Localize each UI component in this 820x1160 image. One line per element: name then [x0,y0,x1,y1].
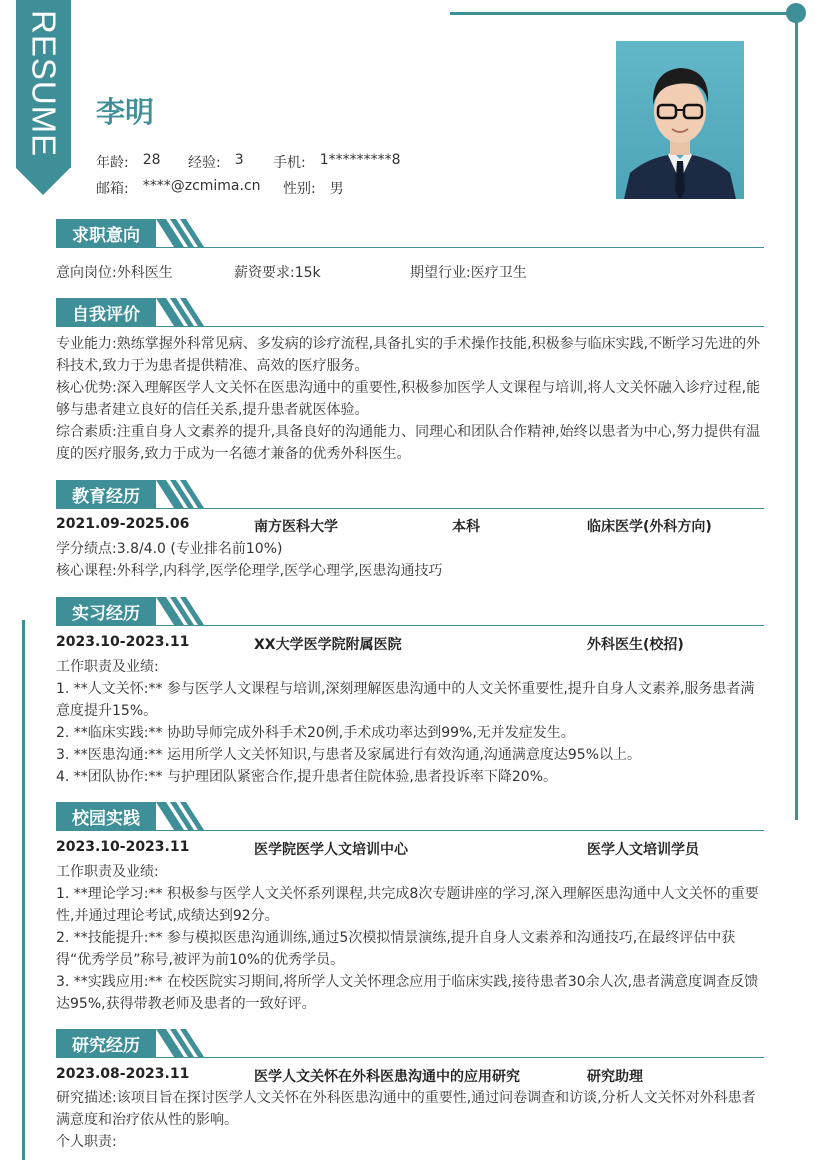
self-eval-core: 核心优势:深入理解医学人文关怀在医患沟通中的重要性,积极参加医学人文课程与培训,将人文关怀融入诊疗过程,能够与患者建立良好的信任关系,提升患者就医体验。 [56,380,761,418]
experience-info [188,152,273,172]
section-header-research [56,1029,764,1059]
section-title-campus: 校园实践 [56,802,156,830]
internship-item: 2. **临床实践:** 协助导师完成外科手术20例,手术成功率达到99%,无并发症发生。 [56,725,575,741]
intent-industry: 期望行业:医疗卫生 [410,265,527,281]
section-rule [56,247,764,248]
internship-role: 外科医生(校招) [587,637,684,653]
campus-role: 医学人文培训学员 [587,842,699,858]
resume-ribbon-text: RESUME [25,10,63,158]
internship-item: 4. **团队协作:** 与护理团队紧密合作,提升患者住院体验,患者投诉率下降20%。 [56,769,557,785]
campus-period: 2023.10-2023.11 [56,839,190,855]
research-description: 研究描述:该项目旨在探讨医学人文关怀在外科医患沟通中的重要性,通过问卷调查和访谈,分析人文关怀对外科患者满意度和治疗依从性的影响。 [56,1090,756,1128]
campus-org: 医学院医学人文培训中心 [254,842,408,858]
section-stripes-icon [156,597,206,625]
education-gpa: 学分绩点:3.8/4.0 (专业排名前10%) [56,541,283,557]
section-title-education: 教育经历 [56,480,156,508]
internship-duty-label: 工作职责及业绩: [56,659,159,675]
decor-left-line [22,620,25,1160]
decor-top-line [450,12,796,15]
campus-duty-label: 工作职责及业绩: [56,864,159,880]
section-header-campus [56,802,764,832]
section-header-internship [56,597,764,627]
intent-salary: 薪资要求:15k [234,265,321,281]
section-rule [56,1057,764,1058]
research-period: 2023.08-2023.11 [56,1066,190,1082]
gender-info [283,178,344,198]
section-title-self-eval: 自我评价 [56,298,156,326]
section-stripes-icon [156,298,206,326]
gender-value: 男 [329,181,344,197]
profile-photo [616,41,744,199]
experience-label: 经验: [188,155,221,171]
internship-item: 1. **人文关怀:** 参与医学人文课程与培训,深刻理解医患沟通中的人文关怀重要性,提升自身人文素养,服务患者满意度提升15%。 [56,681,755,719]
internship-org: XX大学医学院附属医院 [254,637,402,653]
research-duty-label: 个人职责: [56,1134,117,1150]
section-rule [56,625,764,626]
campus-item: 1. **理论学习:** 积极参与医学人文关怀系列课程,共完成8次专题讲座的学习,深入理解医患沟通中人文关怀的重要性,并通过理论考试,成绩达到92分。 [56,886,759,924]
section-stripes-icon [156,802,206,830]
intent-position: 意向岗位:外科医生 [56,265,173,281]
info-row-1 [96,152,401,172]
email-info [96,178,283,198]
decor-right-line [795,12,798,820]
age-label: 年龄: [96,155,129,171]
resume-ribbon-tip [16,168,70,195]
self-eval-professional: 专业能力:熟练掌握外科常见病、多发病的诊疗流程,具备扎实的手术操作技能,积极参与临床实践,不断学习先进的外科技术,致力于为患者提供精准、高效的医疗服务。 [56,336,761,374]
self-eval-overall: 综合素质:注重自身人文素养的提升,具备良好的沟通能力、同理心和团队合作精神,始终以患者为中心,努力提供有温度的医疗服务,致力于成为一名德才兼备的优秀外科医生。 [56,424,761,462]
section-title-intent: 求职意向 [56,219,156,247]
section-stripes-icon [156,219,206,247]
phone-label: 手机: [273,155,306,171]
section-stripes-icon [156,1029,206,1057]
campus-item: 2. **技能提升:** 参与模拟医患沟通训练,通过5次模拟情景演练,提升自身人文素养和沟通技巧,在最终评估中获得“优秀学员”称号,被评为前10%的优秀学员。 [56,930,736,968]
education-major: 临床医学(外科方向) [587,519,712,535]
section-title-internship: 实习经历 [56,597,156,625]
education-degree: 本科 [452,519,480,535]
age-value: 28 [142,152,161,168]
candidate-name: 李明 [96,95,155,129]
phone-value: 1*********8 [319,152,401,168]
email-label: 邮箱: [96,181,129,197]
section-rule [56,508,764,509]
phone-info [273,152,401,172]
section-rule [56,326,764,327]
section-title-research: 研究经历 [56,1029,156,1057]
section-stripes-icon [156,480,206,508]
resume-ribbon-label [16,8,71,160]
section-header-intent [56,219,764,249]
research-role: 研究助理 [587,1069,643,1085]
email-value: ****@zcmima.cn [142,178,261,194]
internship-period: 2023.10-2023.11 [56,634,190,650]
education-courses: 核心课程:外科学,内科学,医学伦理学,医学心理学,医患沟通技巧 [56,563,443,579]
research-project: 医学人文关怀在外科医患沟通中的应用研究 [254,1069,520,1085]
education-period: 2021.09-2025.06 [56,516,190,532]
gender-label: 性别: [283,181,316,197]
campus-item: 3. **实践应用:** 在校医院实习期间,将所学人文关怀理念应用于临床实践,接待患者30余人次,患者满意度调查反馈达95%,获得带教老师及患者的一致好评。 [56,974,759,1012]
section-header-self-eval [56,298,764,328]
profile-photo-illustration [616,41,744,199]
age-info [96,152,188,172]
internship-item: 3. **医患沟通:** 运用所学人文关怀知识,与患者及家属进行有效沟通,沟通满意度达95%以上。 [56,747,641,763]
experience-value: 3 [234,152,244,168]
section-header-education [56,480,764,510]
section-rule [56,830,764,831]
education-school: 南方医科大学 [254,519,338,535]
info-row-2 [96,178,344,198]
